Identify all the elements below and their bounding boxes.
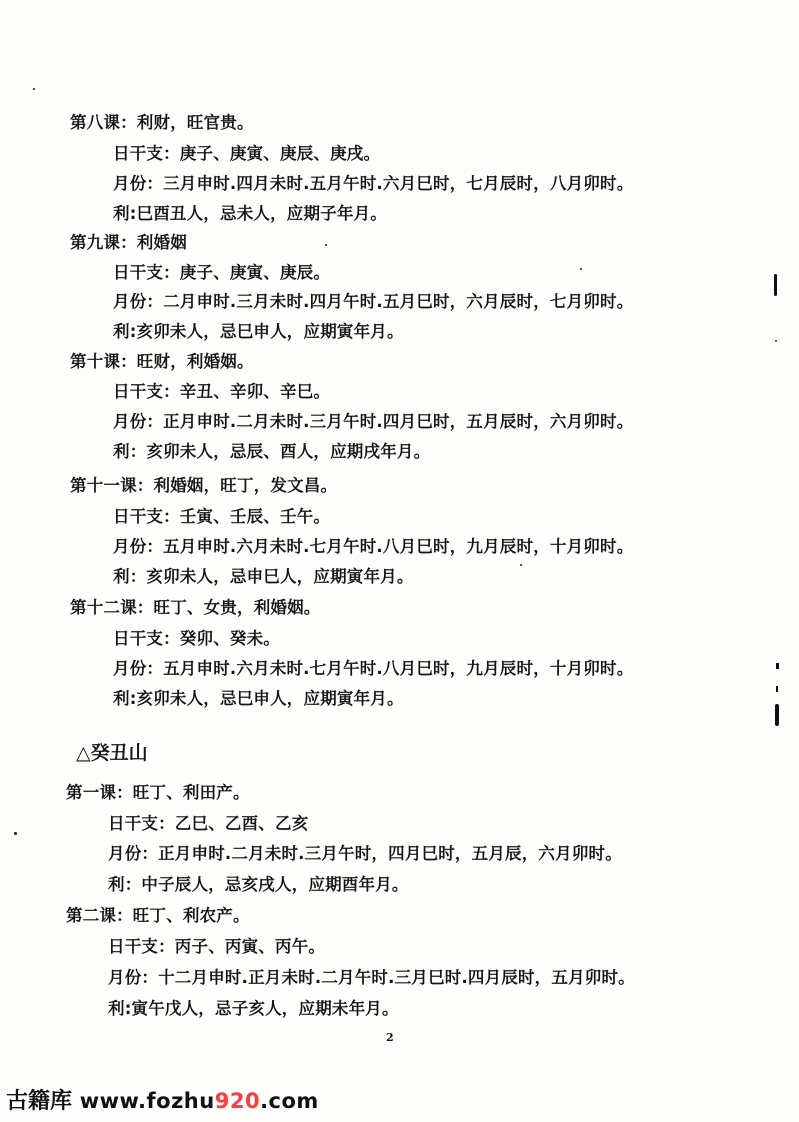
- lesson-10-heading: 第十课：旺财，利婚姻。: [70, 352, 254, 371]
- lesson-11-months: 月份：五月申时.六月未时.七月午时.八月巳时，九月辰时，十月卯时。: [113, 537, 634, 556]
- lesson-9-stems: 日干支：庚子、庚寅、庚辰。: [113, 263, 331, 282]
- edge-mark: [776, 663, 779, 669]
- edge-mark: [776, 686, 778, 692]
- lesson-10-stems: 日干支：辛丑、辛卯、辛巳。: [113, 382, 331, 401]
- lesson-12-months: 月份：五月申时.六月未时.七月午时.八月巳时，九月辰时，十月卯时。: [113, 659, 634, 678]
- scan-speck: [33, 88, 35, 90]
- guichou-lesson-2-months: 月份：十二月申时.正月未时.二月午时.三月巳时.四月辰时，五月卯时。: [108, 968, 635, 987]
- lesson-8-stems: 日干支：庚子、庚寅、庚辰、庚戌。: [113, 144, 381, 163]
- guichou-lesson-2-heading: 第二课：旺丁、利农产。: [66, 906, 250, 925]
- guichou-lesson-1-months: 月份：正月申时.二月未时.三月午时，四月巳时，五月辰，六月卯时。: [108, 844, 622, 863]
- lesson-8-heading: 第八课：利财，旺官贵。: [70, 113, 254, 132]
- footer-site-prefix: www.fozhu: [79, 1089, 215, 1113]
- footer-site-accent: 920: [214, 1089, 261, 1113]
- lesson-8-months: 月份：三月申时.四月未时.五月午时.六月巳时，七月辰时，八月卯时。: [113, 174, 634, 193]
- scan-speck: [14, 832, 17, 835]
- guichou-lesson-2-stems: 日干支：丙子、丙寅、丙午。: [108, 937, 326, 956]
- scan-speck: [580, 268, 582, 270]
- guichou-lesson-2-benefit: 利:寅午戊人，忌子亥人，应期未年月。: [108, 999, 399, 1018]
- edge-mark: [775, 704, 779, 726]
- lesson-11-benefit: 利：亥卯未人，忌申巳人，应期寅年月。: [113, 567, 414, 586]
- guichou-lesson-1-benefit: 利：中子辰人，忌亥戌人，应期酉年月。: [108, 875, 409, 894]
- edge-mark: [774, 274, 777, 296]
- watermark-footer: [6, 1086, 319, 1117]
- lesson-9-heading: 第九课：利婚姻: [70, 233, 187, 252]
- section-title: △癸丑山: [76, 742, 148, 764]
- lesson-12-stems: 日干支：癸卯、癸未。: [113, 629, 280, 648]
- lesson-11-stems: 日干支：壬寅、壬辰、壬午。: [113, 507, 331, 526]
- lesson-9-benefit: 利:亥卯未人，忌巳申人，应期寅年月。: [113, 322, 404, 341]
- lesson-12-heading: 第十二课：旺丁、女贵，利婚姻。: [70, 598, 321, 617]
- footer-site-link[interactable]: [80, 1089, 319, 1113]
- lesson-11-heading: 第十一课：利婚姻，旺丁，发文昌。: [70, 476, 338, 495]
- scan-speck: [520, 564, 522, 566]
- lesson-9-months: 月份：二月申时.三月未时.四月午时.五月巳时，六月辰时，七月卯时。: [113, 292, 634, 311]
- lesson-10-months: 月份：正月申时.二月未时.三月午时.四月巳时，五月辰时，六月卯时。: [113, 412, 634, 431]
- page-number: 2: [386, 1031, 394, 1044]
- lesson-12-benefit: 利:亥卯未人，忌巳申人，应期寅年月。: [113, 689, 404, 708]
- guichou-lesson-1-heading: 第一课：旺丁、利田产。: [66, 783, 250, 802]
- footer-brand: 古籍库: [6, 1089, 73, 1114]
- scan-speck: [775, 340, 777, 342]
- guichou-lesson-1-stems: 日干支：乙巳、乙酉、乙亥: [108, 814, 309, 833]
- lesson-10-benefit: 利：亥卯未人，忌辰、酉人，应期戌年月。: [113, 442, 431, 461]
- footer-site-suffix: .com: [260, 1089, 319, 1113]
- scan-speck: [325, 244, 327, 246]
- lesson-8-benefit: 利:巳酉丑人，忌未人，应期子年月。: [113, 204, 387, 223]
